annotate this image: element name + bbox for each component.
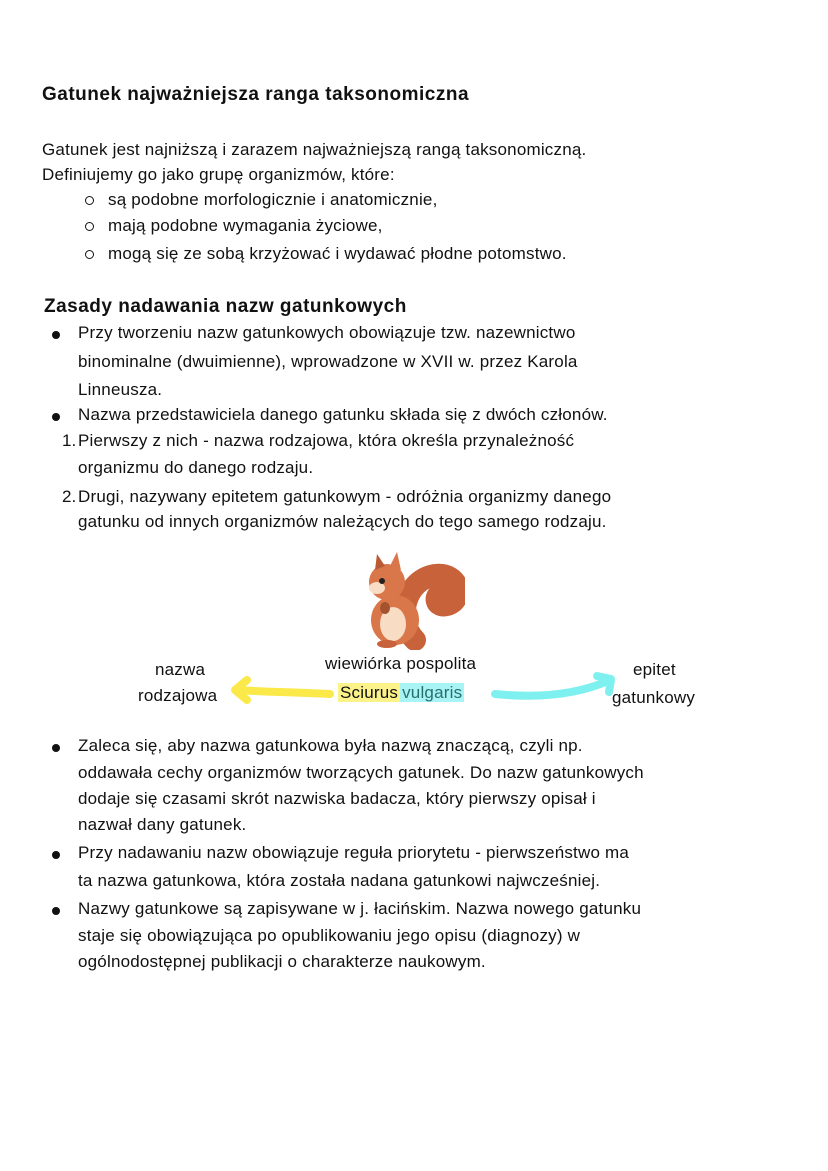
section-heading: Zasady nadawania nazw gatunkowych (44, 296, 407, 317)
squirrel-illustration (355, 550, 465, 650)
circle-bullet-icon (85, 250, 94, 259)
numbered-line: Pierwszy z nich - nazwa rodzajowa, która określa przynależność (78, 431, 575, 450)
genus-label: nazwa (155, 660, 206, 679)
genus-arrow-icon (237, 690, 330, 694)
intro-line: Definiujemy go jako grupę organizmów, które: (42, 165, 395, 184)
list-item: mogą się ze sobą krzyżować i wydawać płodne potomstwo. (108, 244, 567, 263)
circle-bullet-icon (85, 196, 94, 205)
bullet-line: ta nazwa gatunkowa, która została nadana gatunkowi najwcześniej. (78, 871, 601, 890)
bullet-line: oddawała cechy organizmów tworzących gatunek. Do nazw gatunkowych (78, 763, 644, 782)
bullet-icon (52, 331, 60, 339)
bullet-line: staje się obowiązująca po opublikowaniu jego opisu (diagnozy) w (78, 926, 581, 945)
bullet-line: Przy tworzeniu nazw gatunkowych obowiązuje tzw. nazewnictwo (78, 323, 576, 342)
bullet-icon (52, 851, 60, 859)
bullet-line: binominalne (dwuimienne), wprowadzone w XVII w. przez Karola (78, 352, 578, 371)
common-name: wiewiórka pospolita (325, 654, 477, 673)
bullet-icon (52, 744, 60, 752)
intro-line: Gatunek jest najniższą i zarazem najważniejszą rangą taksonomiczną. (42, 140, 587, 159)
numbered-line: organizmu do danego rodzaju. (78, 458, 314, 477)
species-label: gatunkowy (612, 688, 696, 707)
genus-name: Sciurus (340, 683, 399, 702)
bullet-line: Nazwa przedstawiciela danego gatunku składa się z dwóch członów. (78, 405, 608, 424)
bullet-line: Linneusza. (78, 380, 163, 399)
species-label: epitet (633, 660, 676, 679)
latin-name (338, 683, 464, 703)
species-arrow-icon (495, 680, 610, 696)
bullet-icon (52, 413, 60, 421)
bullet-line: Nazwy gatunkowe są zapisywane w j. łacińskim. Nazwa nowego gatunku (78, 899, 642, 918)
bullet-line: ogólnodostępnej publikacji o charakterze naukowym. (78, 952, 486, 971)
species-epithet: vulgaris (402, 683, 463, 702)
genus-label: rodzajowa (138, 686, 218, 705)
numbered-line: gatunku od innych organizmów należących do tego samego rodzaju. (78, 512, 607, 531)
numbered-line: Drugi, nazywany epitetem gatunkowym - odróżnia organizmy danego (78, 487, 612, 506)
bullet-icon (52, 907, 60, 915)
bullet-line: Przy nadawaniu nazw obowiązuje reguła priorytetu - pierwszeństwo ma (78, 843, 630, 862)
list-item: są podobne morfologicznie i anatomicznie, (108, 190, 438, 209)
list-number: 2. (62, 487, 77, 506)
bullet-line: Zaleca się, aby nazwa gatunkowa była nazwą znaczącą, czyli np. (78, 736, 583, 755)
bullet-line: dodaje się czasami skrót nazwiska badacza, który pierwszy opisał i (78, 789, 596, 808)
list-number: 1. (62, 431, 77, 450)
list-item: mają podobne wymagania życiowe, (108, 216, 383, 235)
page-title: Gatunek najważniejsza ranga taksonomiczna (42, 84, 470, 105)
bullet-line: nazwał dany gatunek. (78, 815, 247, 834)
circle-bullet-icon (85, 222, 94, 231)
